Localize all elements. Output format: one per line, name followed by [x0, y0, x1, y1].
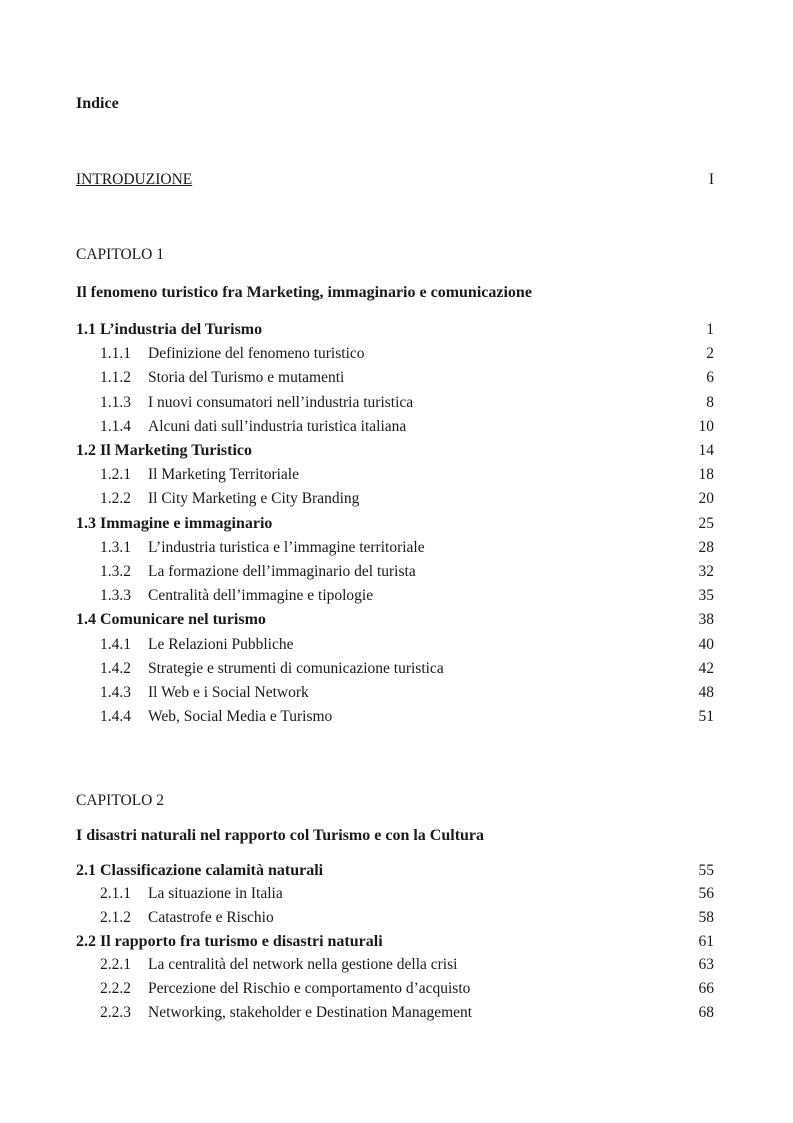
toc-subsection-page: 42 [698, 659, 714, 677]
toc-subsection-number: 1.2.1 [100, 466, 131, 484]
toc-subsection-title: Web, Social Media e Turismo [148, 708, 333, 726]
toc-subsection-page: 10 [698, 417, 714, 435]
toc-subsection-number: 1.1.3 [100, 393, 131, 411]
toc-section-page: 61 [698, 933, 714, 950]
toc-subsection-page: 51 [698, 708, 714, 726]
toc-subsection-title: La formazione dell’immaginario del turista [148, 563, 416, 580]
toc-subsection-title: Centralità dell’immagine e tipologie [148, 587, 374, 605]
toc-subsection-number: 2.2.1 [100, 955, 131, 973]
toc-subsection-page: 68 [698, 1004, 714, 1021]
toc-subsection-title: Le Relazioni Pubbliche [148, 635, 294, 653]
toc-subsection-title: La situazione in Italia [148, 884, 283, 902]
toc-subsection-title: Strategie e strumenti di comunicazione turistica [148, 659, 444, 677]
toc-subsection-title: I nuovi consumatori nell’industria turistica [148, 393, 414, 411]
toc-subsection-page: 56 [698, 884, 714, 902]
toc-subsection-number: 1.1.2 [100, 369, 131, 387]
toc-subsection-number: 1.4.2 [100, 659, 131, 677]
toc-section-page: 14 [698, 442, 714, 459]
intro-page: I [708, 171, 714, 188]
toc-subsection-title: Il Web e i Social Network [148, 684, 309, 701]
toc-subsection-number: 1.4.3 [100, 684, 131, 701]
toc-subsection-number: 1.1.1 [100, 345, 131, 363]
toc-subsection-title: Alcuni dati sull’industria turistica italiana [148, 417, 407, 435]
toc-subsection-page: 40 [698, 635, 714, 653]
toc-subsection-title: Percezione del Rischio e comportamento d’acquisto [148, 979, 471, 997]
toc-subsection-page: 28 [698, 538, 714, 556]
toc-subsection-title: Il Marketing Territoriale [148, 466, 299, 484]
toc-subsection-number: 1.1.4 [100, 417, 131, 435]
toc-subsection-number: 1.4.4 [100, 708, 131, 726]
toc-subsection-page: 8 [706, 393, 714, 411]
toc-section-page: 25 [698, 514, 714, 532]
chapter1-title: Il fenomeno turistico fra Marketing, immaginario e comunicazione [76, 284, 532, 301]
toc-section-page: 55 [698, 862, 714, 879]
toc-subsection-page: 63 [698, 955, 714, 973]
toc-subsection-number: 2.1.2 [100, 908, 131, 926]
toc-subsection-title: Catastrofe e Rischio [148, 908, 274, 926]
toc-subsection-title: La centralità del network nella gestione della crisi [148, 955, 458, 973]
toc-subsection-number: 2.2.3 [100, 1004, 131, 1021]
toc-subsection-number: 1.2.2 [100, 490, 131, 508]
toc-subsection-number: 2.1.1 [100, 884, 131, 902]
toc-section-title: 1.4 Comunicare nel turismo [76, 611, 266, 629]
toc-subsection-title: Definizione del fenomeno turistico [148, 345, 365, 363]
toc-subsection-page: 6 [706, 369, 714, 387]
toc-section-title: 1.2 Il Marketing Turistico [76, 442, 253, 459]
toc-subsection-title: L’industria turistica e l’immagine territoriale [148, 538, 425, 556]
toc-subsection-page: 20 [698, 490, 714, 508]
toc-subsection-number: 2.2.2 [100, 979, 131, 997]
toc-section-page: 38 [698, 611, 714, 629]
toc-subsection-page: 2 [706, 345, 714, 363]
toc-subsection-page: 35 [698, 587, 714, 605]
toc-section-page: 1 [706, 321, 714, 338]
toc-subsection-number: 1.3.1 [100, 538, 131, 556]
toc-subsection-number: 1.4.1 [100, 635, 131, 653]
toc-subsection-title: Il City Marketing e City Branding [148, 490, 360, 508]
toc-subsection-title: Networking, stakeholder e Destination Management [148, 1004, 473, 1021]
toc-subsection-page: 32 [698, 563, 714, 580]
toc-section-title: 1.3 Immagine e immaginario [76, 514, 273, 532]
toc-section-title: 1.1 L’industria del Turismo [76, 321, 263, 338]
toc-section-title: 2.2 Il rapporto fra turismo e disastri naturali [76, 933, 383, 950]
toc-subsection-page: 58 [698, 908, 714, 926]
chapter2-label: CAPITOLO 2 [76, 792, 164, 809]
toc-section-title: 2.1 Classificazione calamità naturali [76, 862, 324, 879]
toc-subsection-title: Storia del Turismo e mutamenti [148, 369, 345, 387]
chapter2-title: I disastri naturali nel rapporto col Turismo e con la Cultura [76, 827, 485, 844]
toc-subsection-page: 18 [698, 466, 714, 484]
toc-subsection-number: 1.3.2 [100, 563, 131, 580]
chapter1-label: CAPITOLO 1 [76, 246, 164, 263]
index-heading: Indice [76, 95, 119, 112]
toc-subsection-number: 1.3.3 [100, 587, 131, 605]
toc-subsection-page: 66 [698, 979, 714, 997]
toc-subsection-page: 48 [698, 684, 714, 701]
intro-link[interactable]: INTRODUZIONE [76, 171, 193, 188]
